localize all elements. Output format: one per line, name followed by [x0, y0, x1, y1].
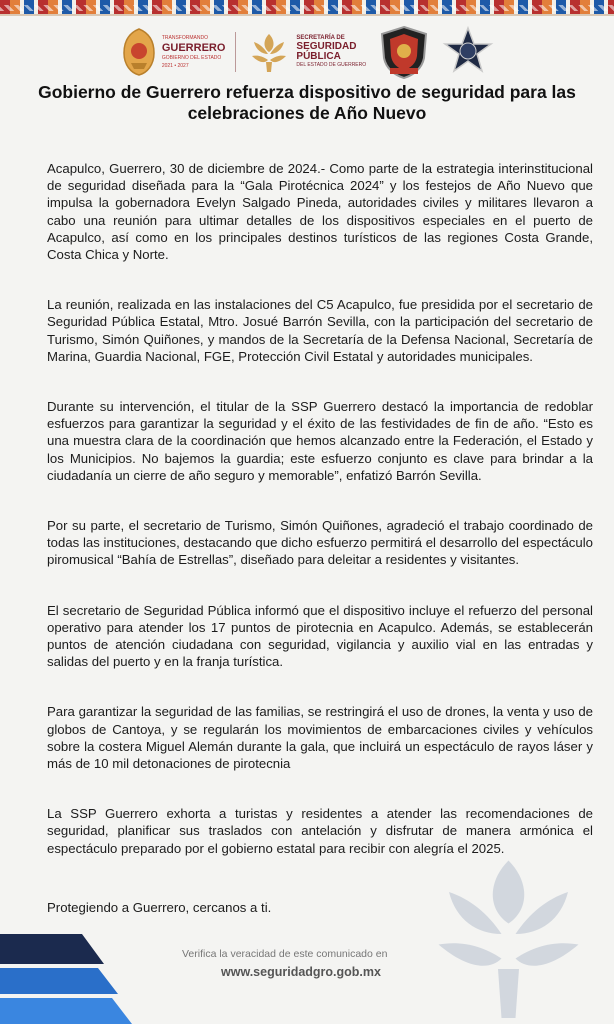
decorative-corner-stripes: [0, 934, 160, 1024]
ssp-logo-text-1: SECRETARÍA DE: [296, 35, 345, 41]
paragraph: Para garantizar la seguridad de las familias, se restringirá el uso de drones, la venta y uso de globos de Cantoya, y se regularán los movimientos de embarcaciones civiles y vehículos sobre la costera Miguel Alemán durante la gala, que incluirá un espectáculo de rayos láser y más de 10 mil detonaciones de pirotecnia: [47, 704, 593, 772]
ssp-logo-text-4: DEL ESTADO DE GUERRERO: [296, 62, 367, 68]
paragraph: Durante su intervención, el titular de la SSP Guerrero destacó la importancia de redoblar esfuerzos para garantizar la seguridad y el éxito de las festividades de fin de año. “Esto es una muestra clara de la coordinación que hemos alcanzado entre la Federación, el Estado y los Municipios. No bajemos la guardia; este esfuerzo conjunto es clave para brindar a la ciudadanía un cierre de año seguro y memorable”, enfatizó Barrón Sevilla.: [47, 399, 593, 483]
verify-notice: Verifica la veracidad de este comunicado en: [182, 948, 388, 960]
ssp-logo-text-3: PÚBLICA: [296, 51, 341, 62]
page-title: Gobierno de Guerrero refuerza dispositivo de seguridad para las celebraciones de Año Nuevo: [38, 82, 576, 123]
police-star-badge-icon: [442, 26, 494, 78]
gobierno-guerrero-logo: [120, 27, 226, 77]
ssp-logo: [246, 30, 366, 74]
header-logos: [0, 22, 614, 82]
gov-logo-text-4: 2021 • 2027: [161, 63, 189, 69]
gov-logo-text-2: GUERRERO: [161, 42, 226, 54]
state-seal-icon: [120, 27, 158, 77]
paragraph: Acapulco, Guerrero, 30 de diciembre de 2024.- Como parte de la estrategia interinstitucional de seguridad diseñada para la “Gala Pirotécnica 2024” y los festejos de Año Nuevo que impulsa la gobernadora Evelyn Salgado Pineda, autoridades civiles y militares llevaron a cabo una reunión para ultimar detalles de los dispositivos especiales en el puerto de Acapulco, así como en los principales destinos turísticos de las regiones Costa Grande, Costa Chica y Norte.: [47, 161, 593, 263]
closing-slogan: Protegiendo a Guerrero, cercanos a ti.: [47, 900, 272, 915]
gov-logo-text-1: TRANSFORMANDO: [161, 35, 208, 41]
paragraph: El secretario de Seguridad Pública informó que el dispositivo incluye el refuerzo del personal operativo para atender los 17 puntos de pirotecnia en Acapulco. Además, se establecerán puntos de atención ciudadana con seguridad, vigilancia y auxilio vial en las entradas y salidas del puerto y en la franja turística.: [47, 602, 593, 670]
ssp-logo-text-2: SEGURIDAD: [296, 41, 357, 52]
paragraph: Por su parte, el secretario de Turismo, Simón Quiñones, agradeció el trabajo coordinado de todas las instituciones, destacando que dicho esfuerzo permitirá el desarrollo del espectáculo piromusical “Bahía de Estrellas”, diseñado para deleitar a residentes y visitantes.: [47, 518, 593, 568]
paragraph: La reunión, realizada en las instalaciones del C5 Acapulco, fue presidida por el secretario de Seguridad Pública Estatal, Mtro. Josué Barrón Sevilla, con la participación del secretario de Turismo, Simón Quiñones, y mandos de la Secretaría de la Defensa Nacional, Secretaría de Marina, Guardia Nacional, FGE, Protección Civil Estatal y autoridades municipales.: [47, 297, 593, 364]
paragraph: La SSP Guerrero exhorta a turistas y residentes a atender las recomendaciones de seguridad, planificar sus traslados con antelación y disfrutar de manera armónica el espectáculo preparado por el gobierno estatal para recibir con alegría el 2025.: [47, 806, 593, 856]
gov-logo-text-3: GOBIERNO DEL ESTADO: [161, 55, 222, 61]
police-shield-icon: [376, 24, 432, 80]
logo-divider: [235, 32, 236, 72]
ssp-watermark-icon: [421, 850, 596, 1024]
decorative-top-border: [0, 0, 614, 16]
press-release-body: [47, 160, 593, 890]
website-link[interactable]: www.seguridadgro.gob.mx: [221, 965, 381, 979]
ssp-emblem-icon: [246, 30, 292, 74]
